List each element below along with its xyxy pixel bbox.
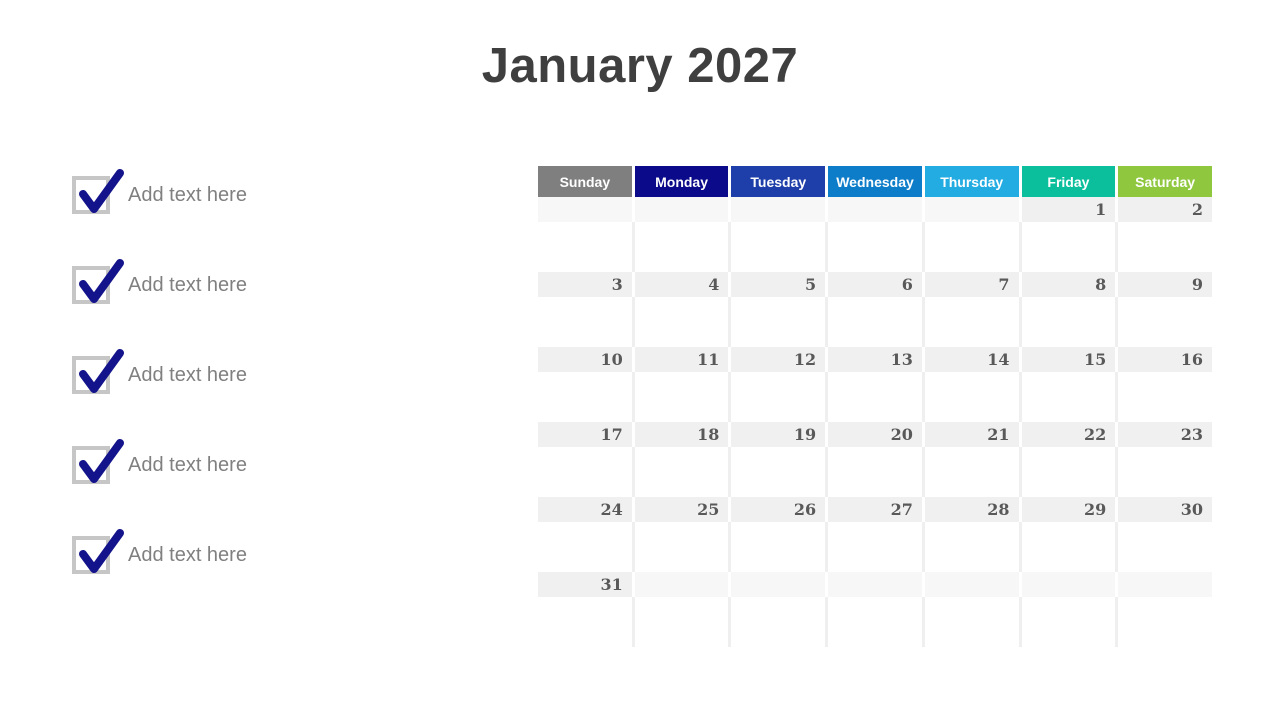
day-header-tuesday: Tuesday bbox=[731, 166, 825, 197]
date-cell: 2 bbox=[1118, 197, 1212, 222]
date-cell: 24 bbox=[538, 497, 632, 522]
note-row bbox=[538, 522, 1212, 572]
date-cell: 6 bbox=[828, 272, 922, 297]
date-cell: 1 bbox=[1022, 197, 1116, 222]
checkbox-checked[interactable] bbox=[72, 176, 110, 214]
date-cell: 23 bbox=[1118, 422, 1212, 447]
note-cell bbox=[635, 297, 729, 347]
note-cell bbox=[828, 447, 922, 497]
note-cell bbox=[731, 447, 825, 497]
checkmark-icon bbox=[76, 540, 114, 578]
date-cell: 8 bbox=[1022, 272, 1116, 297]
date-cell: 12 bbox=[731, 347, 825, 372]
checklist-item-label: Add text here bbox=[128, 273, 247, 296]
calendar bbox=[538, 166, 1212, 647]
date-cell-empty bbox=[635, 572, 729, 597]
note-cell bbox=[1118, 522, 1212, 572]
note-cell bbox=[828, 372, 922, 422]
date-cell-empty bbox=[731, 572, 825, 597]
checklist-item-label: Add text here bbox=[128, 183, 247, 206]
checkbox-checked[interactable] bbox=[72, 536, 110, 574]
date-cell: 27 bbox=[828, 497, 922, 522]
date-cell-empty bbox=[925, 197, 1019, 222]
note-cell bbox=[538, 447, 632, 497]
date-row bbox=[538, 572, 1212, 597]
note-row bbox=[538, 597, 1212, 647]
checklist-item[interactable] bbox=[72, 176, 247, 214]
note-cell bbox=[1118, 597, 1212, 647]
checklist-item-label: Add text here bbox=[128, 543, 247, 566]
checkbox-checked[interactable] bbox=[72, 266, 110, 304]
day-header-saturday: Saturday bbox=[1118, 166, 1212, 197]
date-cell: 5 bbox=[731, 272, 825, 297]
day-header-friday: Friday bbox=[1022, 166, 1116, 197]
note-cell bbox=[731, 222, 825, 272]
checklist bbox=[72, 176, 247, 574]
date-cell: 3 bbox=[538, 272, 632, 297]
note-cell bbox=[1118, 297, 1212, 347]
date-cell: 9 bbox=[1118, 272, 1212, 297]
note-cell bbox=[1022, 447, 1116, 497]
note-cell bbox=[925, 447, 1019, 497]
note-cell bbox=[828, 222, 922, 272]
note-row bbox=[538, 297, 1212, 347]
date-cell: 13 bbox=[828, 347, 922, 372]
date-cell: 31 bbox=[538, 572, 632, 597]
note-cell bbox=[635, 597, 729, 647]
note-cell bbox=[1118, 447, 1212, 497]
date-cell-empty bbox=[925, 572, 1019, 597]
checklist-item-label: Add text here bbox=[128, 363, 247, 386]
checklist-item[interactable] bbox=[72, 356, 247, 394]
date-cell-empty bbox=[1118, 572, 1212, 597]
date-cell: 17 bbox=[538, 422, 632, 447]
note-cell bbox=[925, 372, 1019, 422]
date-cell: 22 bbox=[1022, 422, 1116, 447]
day-header-monday: Monday bbox=[635, 166, 729, 197]
date-cell: 19 bbox=[731, 422, 825, 447]
checkmark-icon bbox=[76, 450, 114, 488]
note-cell bbox=[1118, 222, 1212, 272]
date-cell: 10 bbox=[538, 347, 632, 372]
note-cell bbox=[635, 372, 729, 422]
checkmark-icon bbox=[76, 270, 114, 308]
date-cell: 25 bbox=[635, 497, 729, 522]
note-cell bbox=[828, 522, 922, 572]
note-cell bbox=[538, 222, 632, 272]
note-cell bbox=[635, 447, 729, 497]
date-row bbox=[538, 347, 1212, 372]
note-cell bbox=[925, 597, 1019, 647]
date-cell: 28 bbox=[925, 497, 1019, 522]
note-row bbox=[538, 447, 1212, 497]
date-cell-empty bbox=[538, 197, 632, 222]
note-cell bbox=[731, 597, 825, 647]
checkbox-checked[interactable] bbox=[72, 446, 110, 484]
date-cell: 18 bbox=[635, 422, 729, 447]
date-cell: 26 bbox=[731, 497, 825, 522]
checkmark-icon bbox=[76, 180, 114, 218]
calendar-header-row bbox=[538, 166, 1212, 197]
note-cell bbox=[731, 372, 825, 422]
date-cell: 30 bbox=[1118, 497, 1212, 522]
date-cell: 20 bbox=[828, 422, 922, 447]
date-cell: 11 bbox=[635, 347, 729, 372]
note-cell bbox=[538, 522, 632, 572]
calendar-body bbox=[538, 197, 1212, 647]
note-cell bbox=[538, 297, 632, 347]
page-title: January 2027 bbox=[481, 39, 799, 93]
checkbox-checked[interactable] bbox=[72, 356, 110, 394]
date-cell-empty bbox=[1022, 572, 1116, 597]
date-cell-empty bbox=[635, 197, 729, 222]
date-row bbox=[538, 422, 1212, 447]
note-cell bbox=[538, 372, 632, 422]
note-cell bbox=[1022, 222, 1116, 272]
note-cell bbox=[538, 597, 632, 647]
day-header-thursday: Thursday bbox=[925, 166, 1019, 197]
date-cell-empty bbox=[828, 197, 922, 222]
note-row bbox=[538, 222, 1212, 272]
note-cell bbox=[925, 297, 1019, 347]
note-cell bbox=[635, 522, 729, 572]
note-cell bbox=[925, 522, 1019, 572]
note-cell bbox=[731, 522, 825, 572]
date-cell: 16 bbox=[1118, 347, 1212, 372]
note-cell bbox=[1118, 372, 1212, 422]
date-row bbox=[538, 272, 1212, 297]
day-header-sunday: Sunday bbox=[538, 166, 632, 197]
date-cell: 14 bbox=[925, 347, 1019, 372]
date-cell-empty bbox=[828, 572, 922, 597]
checklist-item[interactable] bbox=[72, 446, 247, 484]
date-cell-empty bbox=[731, 197, 825, 222]
checkmark-icon bbox=[76, 360, 114, 398]
note-cell bbox=[1022, 597, 1116, 647]
note-cell bbox=[1022, 372, 1116, 422]
date-cell: 15 bbox=[1022, 347, 1116, 372]
checklist-item-label: Add text here bbox=[128, 453, 247, 476]
date-cell: 4 bbox=[635, 272, 729, 297]
note-cell bbox=[1022, 297, 1116, 347]
note-cell bbox=[1022, 522, 1116, 572]
date-cell: 29 bbox=[1022, 497, 1116, 522]
date-row bbox=[538, 197, 1212, 222]
note-cell bbox=[828, 597, 922, 647]
day-header-wednesday: Wednesday bbox=[828, 166, 922, 197]
checklist-item[interactable] bbox=[72, 536, 247, 574]
note-cell bbox=[828, 297, 922, 347]
checklist-item[interactable] bbox=[72, 266, 247, 304]
date-cell: 21 bbox=[925, 422, 1019, 447]
date-row bbox=[538, 497, 1212, 522]
note-cell bbox=[925, 222, 1019, 272]
note-cell bbox=[635, 222, 729, 272]
date-cell: 7 bbox=[925, 272, 1019, 297]
note-row bbox=[538, 372, 1212, 422]
note-cell bbox=[731, 297, 825, 347]
